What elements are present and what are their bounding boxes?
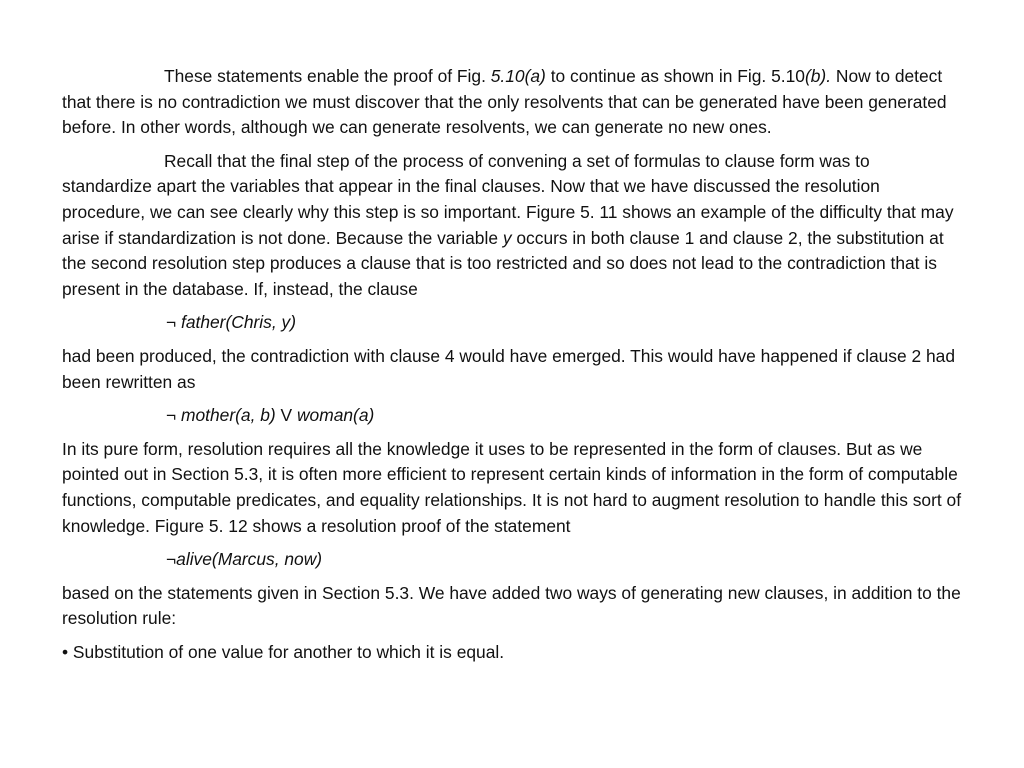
paragraph-contradiction: had been produced, the contradiction with clause 4 would have emerged. This would have happened if clause 2 had been rewritten as xyxy=(62,345,956,392)
disjunction-symbol: V xyxy=(275,405,297,426)
paragraph-proof-continuation xyxy=(62,64,962,141)
formula-mother-clause xyxy=(62,403,962,429)
p1-fig-ref-a: 5.10(a) xyxy=(490,66,546,86)
p1-text-e: Now to detect that there is no contradiction we must discover that the only resolvents that can be generated have been generated before. In other words, although we can generate resolvents, we can generate no new ones. xyxy=(62,66,947,138)
negation-symbol: ¬ xyxy=(166,549,177,570)
paragraph-standardization xyxy=(62,149,962,303)
formula-alive-text: alive(Marcus, now) xyxy=(176,549,323,570)
paragraph-new-clauses: based on the statements given in Section 5.3. We have added two ways of generating new clauses, in addition to the resolution rule: xyxy=(62,582,961,629)
formula-father-text: father(Chris, y) xyxy=(181,312,296,333)
paragraph-pure-form: In its pure form, resolution requires all the knowledge it uses to be represented in the form of clauses. But as we pointed out in Section 5.3, it is often more efficient to represent certain kinds of information in the form of computable functions, computable predicates, and equality relationships. It is not hard to augment resolution to handle this sort of knowledge. Figure 5. 12 shows a resolution proof of the statement xyxy=(62,438,962,536)
p2-variable-y: y xyxy=(502,227,512,248)
p1-text-a: These statements enable the proof of Fig. xyxy=(164,66,491,86)
bullet-substitution: • Substitution of one value for another to which it is equal. xyxy=(62,641,505,662)
formula-alive-statement xyxy=(62,547,962,573)
negation-symbol: ¬ xyxy=(166,405,181,426)
negation-symbol: ¬ xyxy=(166,312,181,333)
p2-text-a: Recall that the final step of the process of convening a set of formulas to clause form was to standardize apart the variables that appear in the final clauses. Now that we have discussed the resolution procedure, we can see clearly why this step is so important. Figure 5. 11 shows an example of the difficulty that may arise if standardization is not done. Because the variable xyxy=(62,150,954,248)
p1-text-c: to continue as shown in Fig. 5.10 xyxy=(545,66,805,86)
p2-text-c: occurs in both clause 1 and clause 2, the substitution at the second resolution step produces a clause that is too restricted and so does not lead to the contradiction that is present in the database. If, instead, the clause xyxy=(62,227,944,299)
formula-mother-right: woman(a) xyxy=(296,405,375,426)
slide-body xyxy=(62,64,962,673)
p1-fig-ref-b: (b). xyxy=(804,66,832,86)
formula-mother-left: mother(a, b) xyxy=(181,405,276,426)
formula-father-clause xyxy=(62,310,962,336)
